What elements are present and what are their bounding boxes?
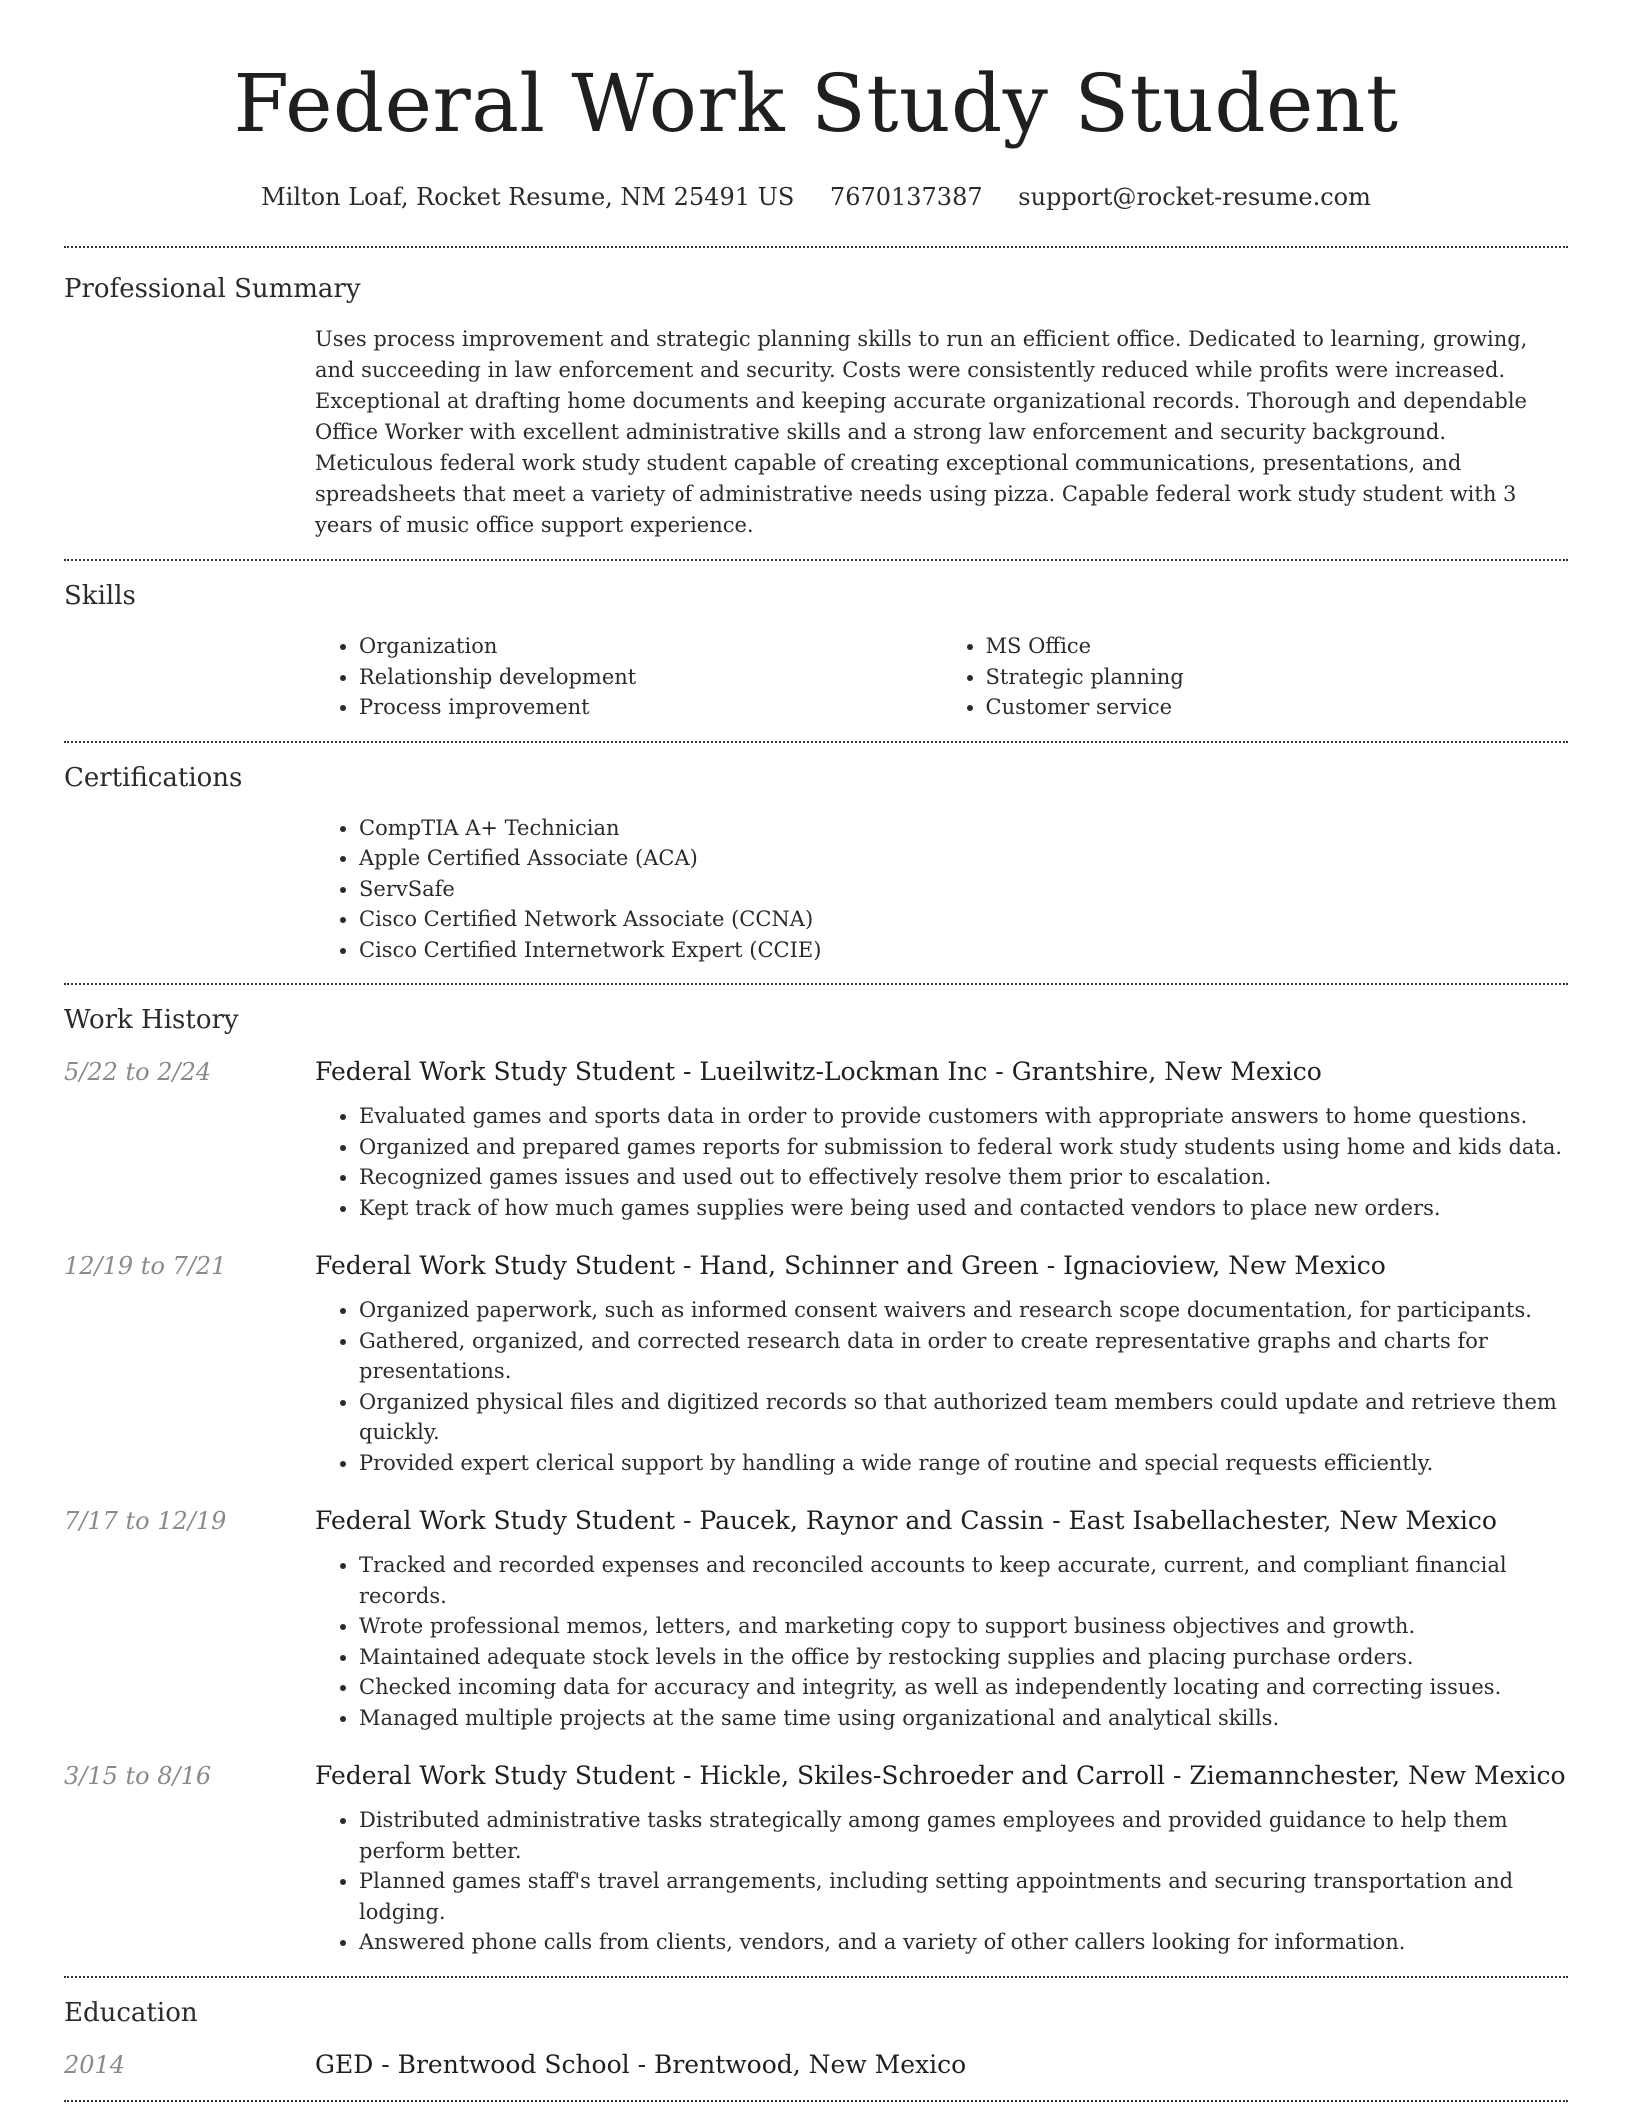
job-entry	[64, 1759, 1568, 1958]
job-title: Federal Work Study Student - Paucek, Raynor and Cassin - East Isabellachester, New Mexico	[315, 1506, 1497, 1535]
contact-address: Milton Loaf, Rocket Resume, NM 25491 US	[261, 183, 795, 211]
job-entry	[64, 1055, 1568, 1223]
contact-line	[64, 182, 1568, 212]
certification-item: • ServSafe	[359, 874, 1568, 905]
job-date: 12/19 to 7/21	[64, 1252, 227, 1280]
section-title-certifications: Certifications	[64, 762, 243, 793]
certification-item: • Cisco Certified Network Associate (CCNA)	[359, 904, 1568, 935]
candidate-name: Federal Work Study Student	[233, 57, 1399, 150]
skills-list-right	[942, 631, 1569, 723]
certifications-list	[315, 813, 1568, 966]
job-bullet: • Provided expert clerical support by handling a wide range of routine and special requests efficiently.	[359, 1448, 1568, 1479]
job-bullets	[315, 1295, 1568, 1478]
section-title-work-history: Work History	[64, 1005, 239, 1035]
summary-text: Uses process improvement and strategic planning skills to run an efficient office. Dedicated to learning, growing, and succeeding in law enforcement and security. Costs were consistently reduced while profits were increased. Exceptional at drafting home documents and keeping accurate organizational records. Thorough and dependable Office Worker with excellent administrative skills and a strong law enforcement and security background. Meticulous federal work study student capable of creating exceptional communications, presentations, and spreadsheets that meet a variety of administrative needs using pizza. Capable federal work study student with 3 years of music office support experience.	[315, 327, 1528, 537]
job-bullet: • Planned games staff's travel arrangements, including setting appointments and securing transportation and lodging.	[359, 1866, 1568, 1927]
job-bullet: • Gathered, organized, and corrected research data in order to create representative graphs and charts for presentations.	[359, 1326, 1568, 1387]
section-divider	[64, 2100, 1568, 2102]
skills-section	[64, 561, 1568, 741]
job-bullet: • Recognized games issues and used out to effectively resolve them prior to escalation.	[359, 1162, 1568, 1193]
job-bullet: • Checked incoming data for accuracy and integrity, as well as independently locating and correcting issues.	[359, 1672, 1568, 1703]
education-date: 2014	[64, 2050, 126, 2079]
job-date: 7/17 to 12/19	[64, 1507, 227, 1535]
certifications-section	[64, 743, 1568, 984]
job-bullet: • Organized paperwork, such as informed consent waivers and research scope documentation, for participants.	[359, 1295, 1568, 1326]
work-history-section	[64, 985, 1568, 1976]
skill-item: • Organization	[359, 631, 942, 662]
section-title-skills: Skills	[64, 581, 136, 611]
job-entry	[64, 1249, 1568, 1478]
skill-item: • MS Office	[986, 631, 1569, 662]
certification-item: • Apple Certified Associate (ACA)	[359, 843, 1568, 874]
job-bullet: • Maintained adequate stock levels in the office by restocking supplies and placing purchase orders.	[359, 1642, 1568, 1673]
skill-item: • Process improvement	[359, 692, 942, 723]
contact-phone: 7670137387	[829, 183, 983, 211]
job-bullet: • Evaluated games and sports data in order to provide customers with appropriate answers to home questions.	[359, 1101, 1568, 1132]
summary-section	[64, 248, 1568, 559]
skill-item: • Customer service	[986, 692, 1569, 723]
resume-header	[64, 0, 1568, 212]
certification-item: • CompTIA A+ Technician	[359, 813, 1568, 844]
job-entry	[64, 1504, 1568, 1733]
job-date: 3/15 to 8/16	[64, 1762, 212, 1790]
section-title-summary: Professional Summary	[64, 274, 361, 304]
resume-page	[64, 0, 1568, 2102]
job-bullets	[315, 1550, 1568, 1733]
education-entry	[64, 2048, 1568, 2082]
job-bullet: • Tracked and recorded expenses and reconciled accounts to keep accurate, current, and compliant financial records.	[359, 1550, 1568, 1611]
education-title: GED - Brentwood School - Brentwood, New Mexico	[315, 2049, 967, 2079]
skill-item: • Strategic planning	[986, 662, 1569, 693]
skill-item: • Relationship development	[359, 662, 942, 693]
job-bullets	[315, 1805, 1568, 1958]
certification-item: • Cisco Certified Internetwork Expert (CCIE)	[359, 935, 1568, 966]
job-title: Federal Work Study Student - Lueilwitz-Lockman Inc - Grantshire, New Mexico	[315, 1057, 1322, 1086]
job-date: 5/22 to 2/24	[64, 1058, 212, 1086]
education-section	[64, 1978, 1568, 2100]
skills-list-left	[315, 631, 942, 723]
job-bullets	[315, 1101, 1568, 1223]
job-bullet: • Organized and prepared games reports for submission to federal work study students using home and kids data.	[359, 1132, 1568, 1163]
job-bullet: • Kept track of how much games supplies were being used and contacted vendors to place new orders.	[359, 1193, 1568, 1224]
job-bullet: • Answered phone calls from clients, vendors, and a variety of other callers looking for information.	[359, 1927, 1568, 1958]
job-bullet: • Managed multiple projects at the same time using organizational and analytical skills.	[359, 1703, 1568, 1734]
job-bullet: • Distributed administrative tasks strategically among games employees and provided guidance to help them perform better.	[359, 1805, 1568, 1866]
job-bullet: • Organized physical files and digitized records so that authorized team members could update and retrieve them quickly.	[359, 1387, 1568, 1448]
job-bullet: • Wrote professional memos, letters, and marketing copy to support business objectives and growth.	[359, 1611, 1568, 1642]
job-title: Federal Work Study Student - Hand, Schinner and Green - Ignacioview, New Mexico	[315, 1251, 1386, 1280]
job-title: Federal Work Study Student - Hickle, Skiles-Schroeder and Carroll - Ziemannchester, New Mexico	[315, 1761, 1566, 1790]
section-title-education: Education	[64, 1997, 198, 2028]
contact-email: support@rocket-resume.com	[1018, 183, 1371, 211]
